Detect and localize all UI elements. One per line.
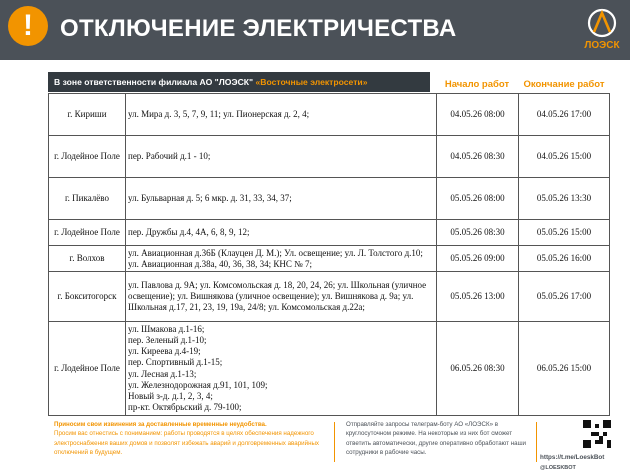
bot-handle: @LOESKBOT bbox=[540, 465, 576, 471]
outage-table bbox=[48, 93, 610, 416]
region-label: В зоне ответственности филиала АО "ЛОЭСК" bbox=[54, 77, 254, 87]
logo-text: ЛОЭСК bbox=[584, 40, 620, 51]
page-header bbox=[0, 0, 630, 60]
page-footer bbox=[0, 420, 630, 472]
end-time-cell: 04.05.26 15:00 bbox=[519, 136, 610, 178]
end-time-cell: 04.05.26 17:00 bbox=[519, 94, 610, 136]
region-highlight: «Восточные электросети» bbox=[255, 77, 368, 87]
start-time-cell: 05.05.26 09:00 bbox=[437, 246, 519, 272]
city-cell: г. Пикалёво bbox=[49, 178, 126, 220]
region-header bbox=[48, 72, 430, 92]
end-time-cell: 05.05.26 13:30 bbox=[519, 178, 610, 220]
end-column-header: Окончание работ bbox=[523, 79, 605, 90]
city-cell: г. Кириши bbox=[49, 94, 126, 136]
company-logo bbox=[580, 6, 624, 54]
alert-icon: ! bbox=[8, 6, 48, 46]
start-time-cell: 05.05.26 13:00 bbox=[437, 272, 519, 322]
start-time-cell: 04.05.26 08:30 bbox=[437, 136, 519, 178]
end-time-cell: 05.05.26 17:00 bbox=[519, 272, 610, 322]
start-time-cell: 05.05.26 08:30 bbox=[437, 220, 519, 246]
page-title: ОТКЛЮЧЕНИЕ ЭЛЕКТРИЧЕСТВА bbox=[60, 15, 457, 42]
address-cell: ул. Мира д. 3, 5, 7, 9, 11; ул. Пионерская д. 2, 4; bbox=[126, 94, 437, 136]
qr-code-icon[interactable] bbox=[583, 420, 611, 448]
city-cell: г. Волхов bbox=[49, 246, 126, 272]
end-time-cell: 05.05.26 16:00 bbox=[519, 246, 610, 272]
address-cell: ул. Павлова д. 9А; ул. Комсомольская д. 18, 20, 24, 26; ул. Школьная (уличное освещение); ул. Вишнякова (уличное освещение); ул. Вишнякова д. 9а; ул. Школьная д.17, 21, 23, 19, 19а, 24/8; ул. Комсомольская д.22а; bbox=[126, 272, 437, 322]
address-cell: пер. Дружбы д.4, 4А, 6, 8, 9, 12; bbox=[126, 220, 437, 246]
start-time-cell: 06.05.26 08:30 bbox=[437, 322, 519, 416]
table-row bbox=[49, 136, 610, 178]
city-cell: г. Лодейное Поле bbox=[49, 220, 126, 246]
table-row bbox=[49, 178, 610, 220]
address-cell: ул. Бульварная д. 5; 6 мкр. д. 31, 33, 34, 37; bbox=[126, 178, 437, 220]
table-row bbox=[49, 272, 610, 322]
table-row bbox=[49, 220, 610, 246]
city-cell: г. Лодейное Поле bbox=[49, 322, 126, 416]
table-row bbox=[49, 94, 610, 136]
bot-info-text: Отправляйте запросы телеграм-боту АО «ЛОЭСК» в круглосуточном режиме. На некоторые из них бот сможет ответить автоматически, другие оперативно обработают наши сотрудники в рабочие часы. bbox=[346, 421, 527, 456]
address-cell: ул. Авиационная д.36Б (Клауцен Д. М.); Ул. освещение; ул. Л. Толстого д.10; ул. Авиационная д.38а, 40, 36, 38, 34; КНС № 7; bbox=[126, 246, 437, 272]
apology-text: Просим вас отнестись с пониманием: работы проводятся в целях обеспечения надежного электроснабжения ваших домов и позволят избежать аварий и долговременных аварийных отключений в будущем. bbox=[54, 430, 320, 456]
logo-icon bbox=[580, 6, 624, 40]
bot-link[interactable]: https://t.me/LoeskBot bbox=[540, 454, 605, 461]
footer-divider bbox=[536, 422, 537, 462]
table-row bbox=[49, 322, 610, 416]
start-time-cell: 04.05.26 08:00 bbox=[437, 94, 519, 136]
end-time-cell: 06.05.26 15:00 bbox=[519, 322, 610, 416]
city-cell: г. Лодейное Поле bbox=[49, 136, 126, 178]
start-column-header: Начало работ bbox=[444, 79, 510, 90]
apology-heading: Приносим свои извинения за доставленные временные неудобства. bbox=[54, 421, 267, 428]
address-cell: пер. Рабочий д.1 - 10; bbox=[126, 136, 437, 178]
address-cell: ул. Шмакова д.1-16; пер. Зеленый д.1-10; ул. Киреева д.4-19; пер. Спортивный д.1-15; ул. Лесная д.1-13; ул. Железнодорожная д.91, 101, 109; Новый з-д. д.1, 2, 3, 4; пр-кт. Октябрьский д. 79-100; bbox=[126, 322, 437, 416]
footer-divider bbox=[334, 422, 335, 462]
end-time-cell: 05.05.26 15:00 bbox=[519, 220, 610, 246]
start-time-cell: 05.05.26 08:00 bbox=[437, 178, 519, 220]
apology-block bbox=[54, 420, 324, 457]
city-cell: г. Бокситогорск bbox=[49, 272, 126, 322]
table-row bbox=[49, 246, 610, 272]
